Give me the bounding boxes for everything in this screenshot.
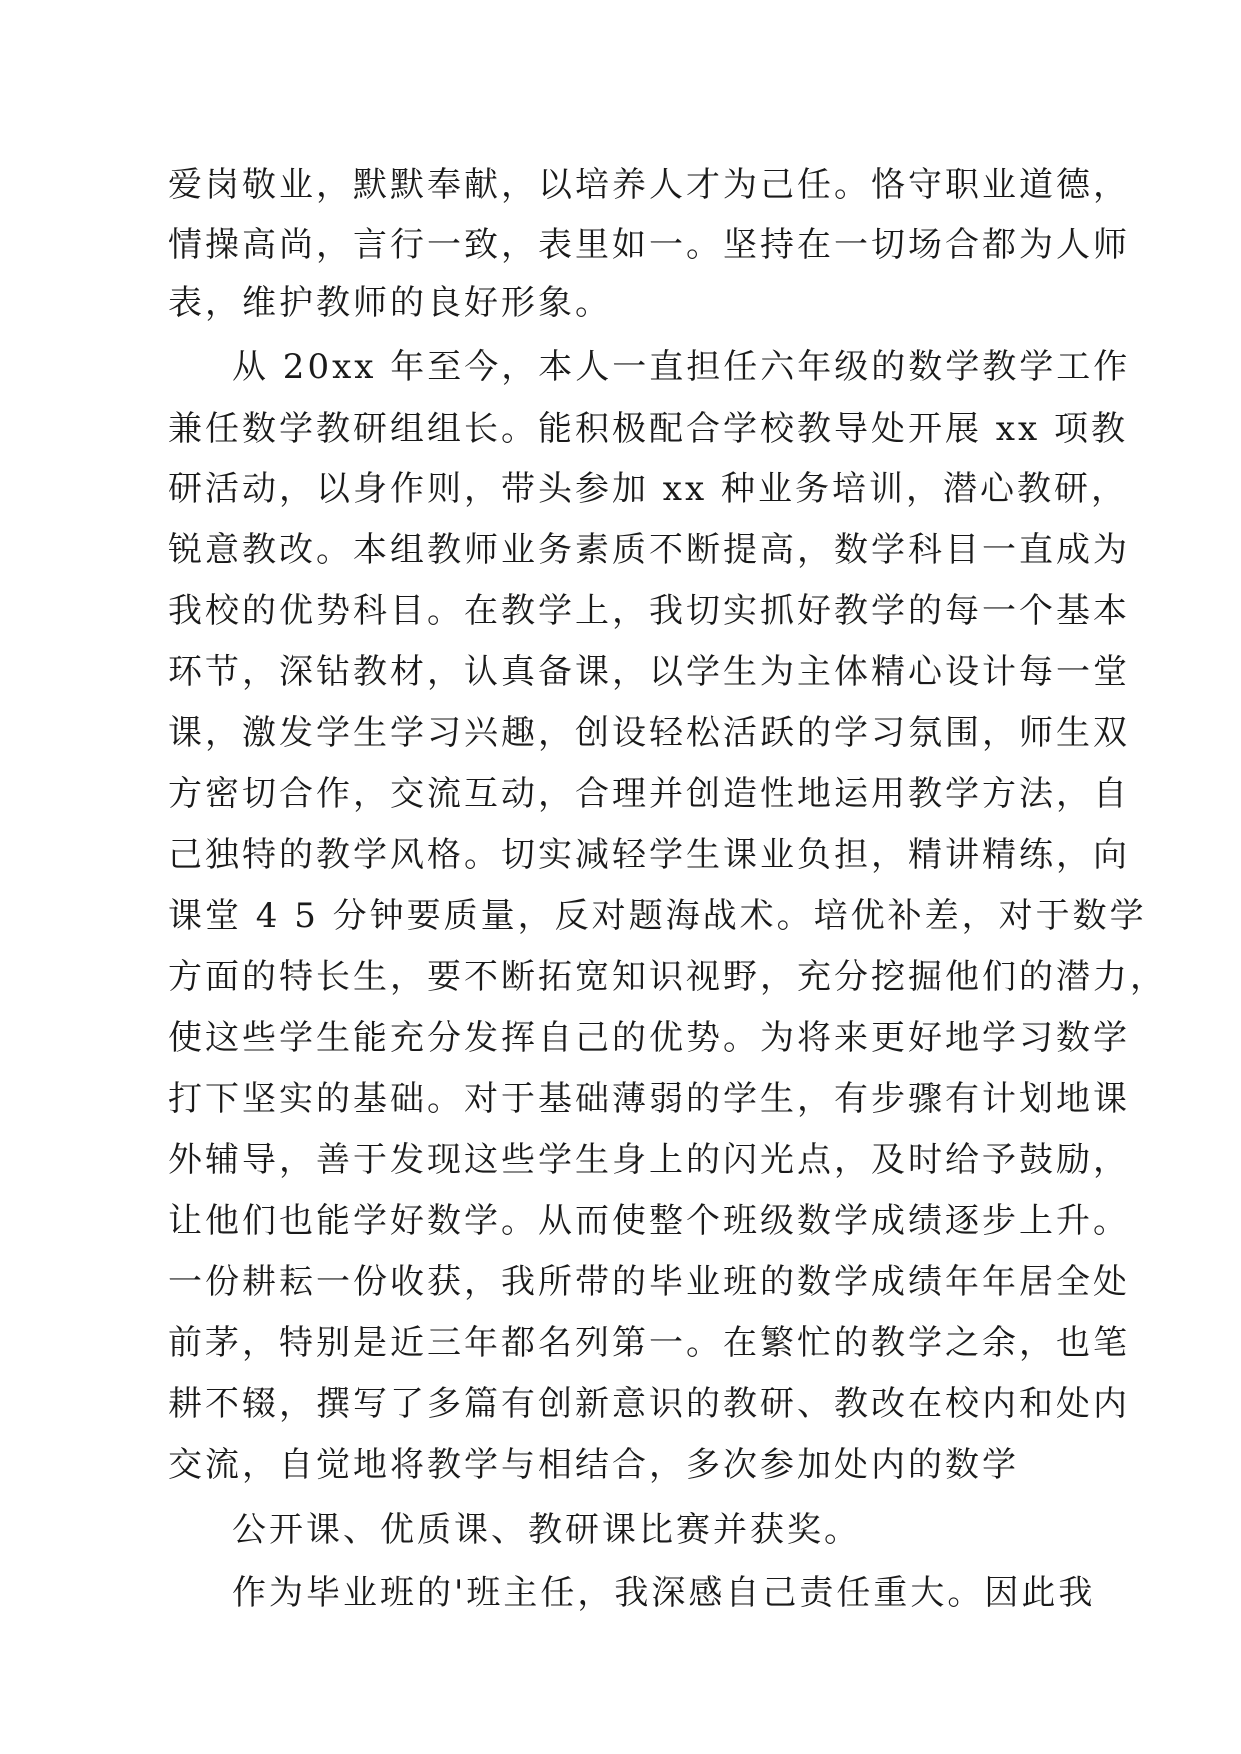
text-line: 锐意教改。本组教师业务素质不断提高，数学科目一直成为 <box>168 530 1130 570</box>
text-line: 方面的特长生，要不断拓宽知识视野，充分挖掘他们的潜力， <box>168 957 1167 997</box>
text-line: 课堂 4 5 分钟要质量，反对题海战术。培优补差，对于数学 <box>168 896 1147 936</box>
text-line: 打下坚实的基础。对于基础薄弱的学生，有步骤有计划地课 <box>168 1079 1130 1119</box>
text-line: 兼任数学教研组组长。能积极配合学校教导处开展 xx 项教 <box>168 409 1128 449</box>
text-line: 一份耕耘一份收获，我所带的毕业班的数学成绩年年居全处 <box>168 1262 1130 1302</box>
text-line: 让他们也能学好数学。从而使整个班级数学成绩逐步上升。 <box>168 1201 1130 1241</box>
text-line: 耕不辍，撰写了多篇有创新意识的教研、教改在校内和处内 <box>168 1384 1130 1424</box>
text-line: 情操高尚，言行一致，表里如一。坚持在一切场合都为人师 <box>168 225 1130 265</box>
text-line: 表，维护教师的良好形象。 <box>168 283 612 323</box>
text-line: 课，激发学生学习兴趣，创设轻松活跃的学习氛围，师生双 <box>168 713 1130 753</box>
text-line: 前茅，特别是近三年都名列第一。在繁忙的教学之余，也笔 <box>168 1323 1130 1363</box>
text-line: 方密切合作，交流互动，合理并创造性地运用教学方法，自 <box>168 774 1130 814</box>
text-line: 公开课、优质课、教研课比赛并获奖。 <box>232 1510 861 1550</box>
text-line: 己独特的教学风格。切实减轻学生课业负担，精讲精练，向 <box>168 835 1130 875</box>
text-line: 交流，自觉地将教学与相结合，多次参加处内的数学 <box>168 1445 1019 1485</box>
text-line: 作为毕业班的'班主任，我深感自己责任重大。因此我 <box>232 1573 1096 1613</box>
text-line: 研活动，以身作则，带头参加 xx 种业务培训，潜心教研， <box>168 469 1128 509</box>
text-line: 外辅导，善于发现这些学生身上的闪光点，及时给予鼓励， <box>168 1140 1130 1180</box>
text-line: 爱岗敬业，默默奉献，以培养人才为己任。恪守职业道德， <box>168 165 1130 205</box>
text-line: 我校的优势科目。在教学上，我切实抓好教学的每一个基本 <box>168 591 1130 631</box>
text-line: 从 20xx 年至今，本人一直担任六年级的数学教学工作 <box>232 347 1131 387</box>
text-line: 使这些学生能充分发挥自己的优势。为将来更好地学习数学 <box>168 1018 1130 1058</box>
text-line: 环节，深钻教材，认真备课，以学生为主体精心设计每一堂 <box>168 652 1130 692</box>
